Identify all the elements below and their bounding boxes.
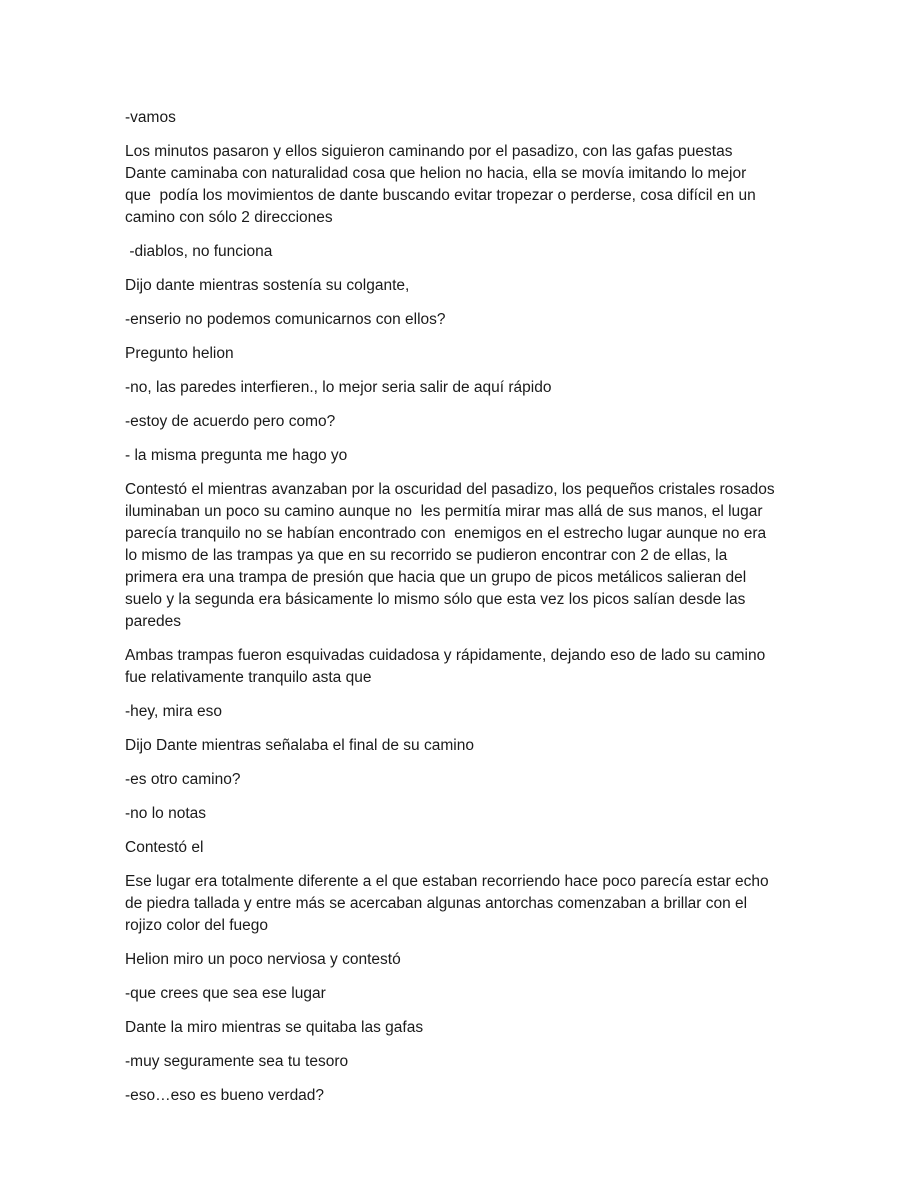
paragraph: -hey, mira eso [125, 703, 223, 720]
paragraph: Contestó el [125, 839, 204, 856]
paragraph: Dijo Dante mientras señalaba el final de su camino [125, 737, 474, 754]
paragraph: Los minutos pasaron y ellos siguieron caminando por el pasadizo, con las gafas puestas Dante caminaba con naturalidad cosa que helion no hacia, ella se movía imitando lo mejor que podía los movimientos de dante buscando evitar tropezar o perderse, cosa difícil en un camino con sólo 2 direcciones [125, 143, 761, 226]
paragraph: -no lo notas [125, 805, 206, 822]
paragraph: -vamos [125, 109, 176, 126]
paragraph: Pregunto helion [125, 345, 234, 362]
paragraph: -enserio no podemos comunicarnos con ellos? [125, 311, 446, 328]
paragraph: -que crees que sea ese lugar [125, 985, 326, 1002]
paragraph: Helion miro un poco nerviosa y contestó [125, 951, 401, 968]
paragraph: -diablos, no funciona [125, 243, 273, 260]
paragraph: -estoy de acuerdo pero como? [125, 413, 336, 430]
paragraph: Contestó el mientras avanzaban por la oscuridad del pasadizo, los pequeños cristales rosados iluminaban un poco su camino aunque no les permitía mirar mas allá de sus manos, el lugar parecía tranquilo no se habían encontrado con enemigos en el estrecho lugar aunque no era lo mismo de las trampas ya que en su recorrido se pudieron encontrar con 2 de ellas, la primera era una trampa de presión que hacia que un grupo de picos metálicos salieran del suelo y la segunda era básicamente lo mismo sólo que esta vez los picos salían desde las paredes [125, 481, 779, 630]
document-body [125, 107, 779, 1119]
paragraph: Ambas trampas fueron esquivadas cuidadosa y rápidamente, dejando eso de lado su camino fue relativamente tranquilo asta que [125, 647, 770, 686]
paragraph: -eso…eso es bueno verdad? [125, 1087, 325, 1104]
paragraph: -no, las paredes interfieren., lo mejor seria salir de aquí rápido [125, 379, 552, 396]
paragraph: -es otro camino? [125, 771, 241, 788]
paragraph: - la misma pregunta me hago yo [125, 447, 348, 464]
paragraph: Dijo dante mientras sostenía su colgante, [125, 277, 410, 294]
paragraph: Ese lugar era totalmente diferente a el que estaban recorriendo hace poco parecía estar echo de piedra tallada y entre más se acercaban algunas antorchas comenzaban a brillar con el rojizo color del fuego [125, 873, 773, 934]
paragraph: -muy seguramente sea tu tesoro [125, 1053, 349, 1070]
paragraph: Dante la miro mientras se quitaba las gafas [125, 1019, 424, 1036]
